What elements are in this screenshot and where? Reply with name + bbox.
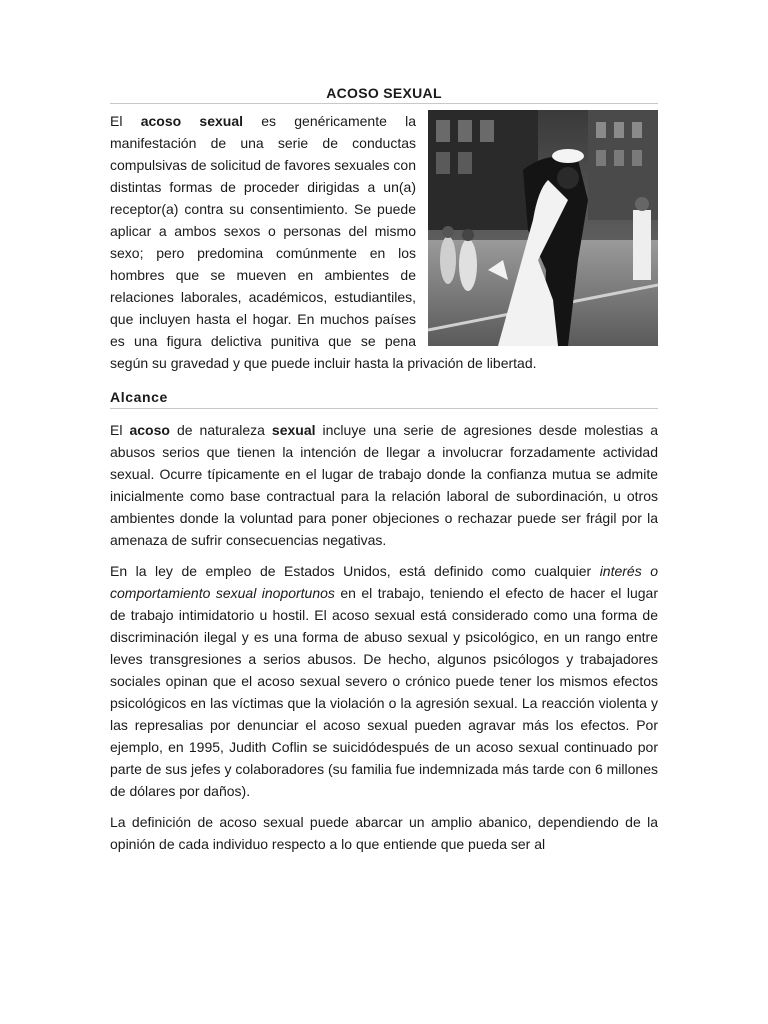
photo-sailor-kiss [428,110,658,346]
section-heading: Alcance [110,388,658,409]
intro-paragraph: El acoso sexual es genéricamente la manifestación de una serie de conductas compulsivas de solicitud de favores sexuales con distintas formas de proceder dirigidas a un(a) receptor(a) contra su consentimiento. Se puede aplicar a ambos sexos o personas del mismo sexo; pero predomina comúnmente en los hombres que se mueven en ambientes de relaciones laborales, académicos, estudiantiles, que incluyen hasta el hogar. En muchos países es una figura delictiva punitiva que se pena según su gravedad y que puede incluir hasta la privación de libertad. [110,113,537,371]
document-page [110,84,658,855]
section-body [110,419,658,855]
intro-block [110,110,658,374]
paragraph-2: En la ley de empleo de Estados Unidos, está definido como cualquier interés o comportamiento sexual inoportunos en el trabajo, teniendo el efecto de hacer el lugar de trabajo intimidatorio u hostil. El acoso sexual está considerado como una forma de discriminación ilegal y es una forma de abuso sexual y psicológico, en un rango entre leves transgresiones a serios abusos. De hecho, algunos psicólogos y trabajadores sociales opinan que el acoso sexual severo o crónico puede tener los mismos efectos psicológicos en las víctimas que la violación o la agresión sexual. La reacción violenta y las represalias por denunciar el acoso sexual pueden agravar más los efectos. Por ejemplo, en 1995, Judith Coflin se suicidódespués de un acoso sexual continuado por parte de sus jefes y colaboradores (su familia fue indemnizada más tarde con 6 millones de dólares por daños). [110,563,659,799]
page-title: ACOSO SEXUAL [110,84,658,104]
intro-term: acoso sexual [140,113,243,129]
paragraph-3: La definición de acoso sexual puede abarcar un amplio abanico, dependiendo de la opinión de cada individuo respecto a lo que entiende que pueda ser al [110,814,658,852]
paragraph-1: El acoso de naturaleza sexual incluye una serie de agresiones desde molestias a abusos serios que tienen la intención de llegar a involucrar forzadamente actividad sexual. Ocurre típicamente en el lugar de trabajo donde la confianza mutua se admite inicialmente como base contractual para la relación laboral de subordinación, u otros ambientes donde la voluntad para poner objeciones o rechazar puede ser frágil por la amenaza de sufrir consecuencias negativas. [110,422,658,548]
